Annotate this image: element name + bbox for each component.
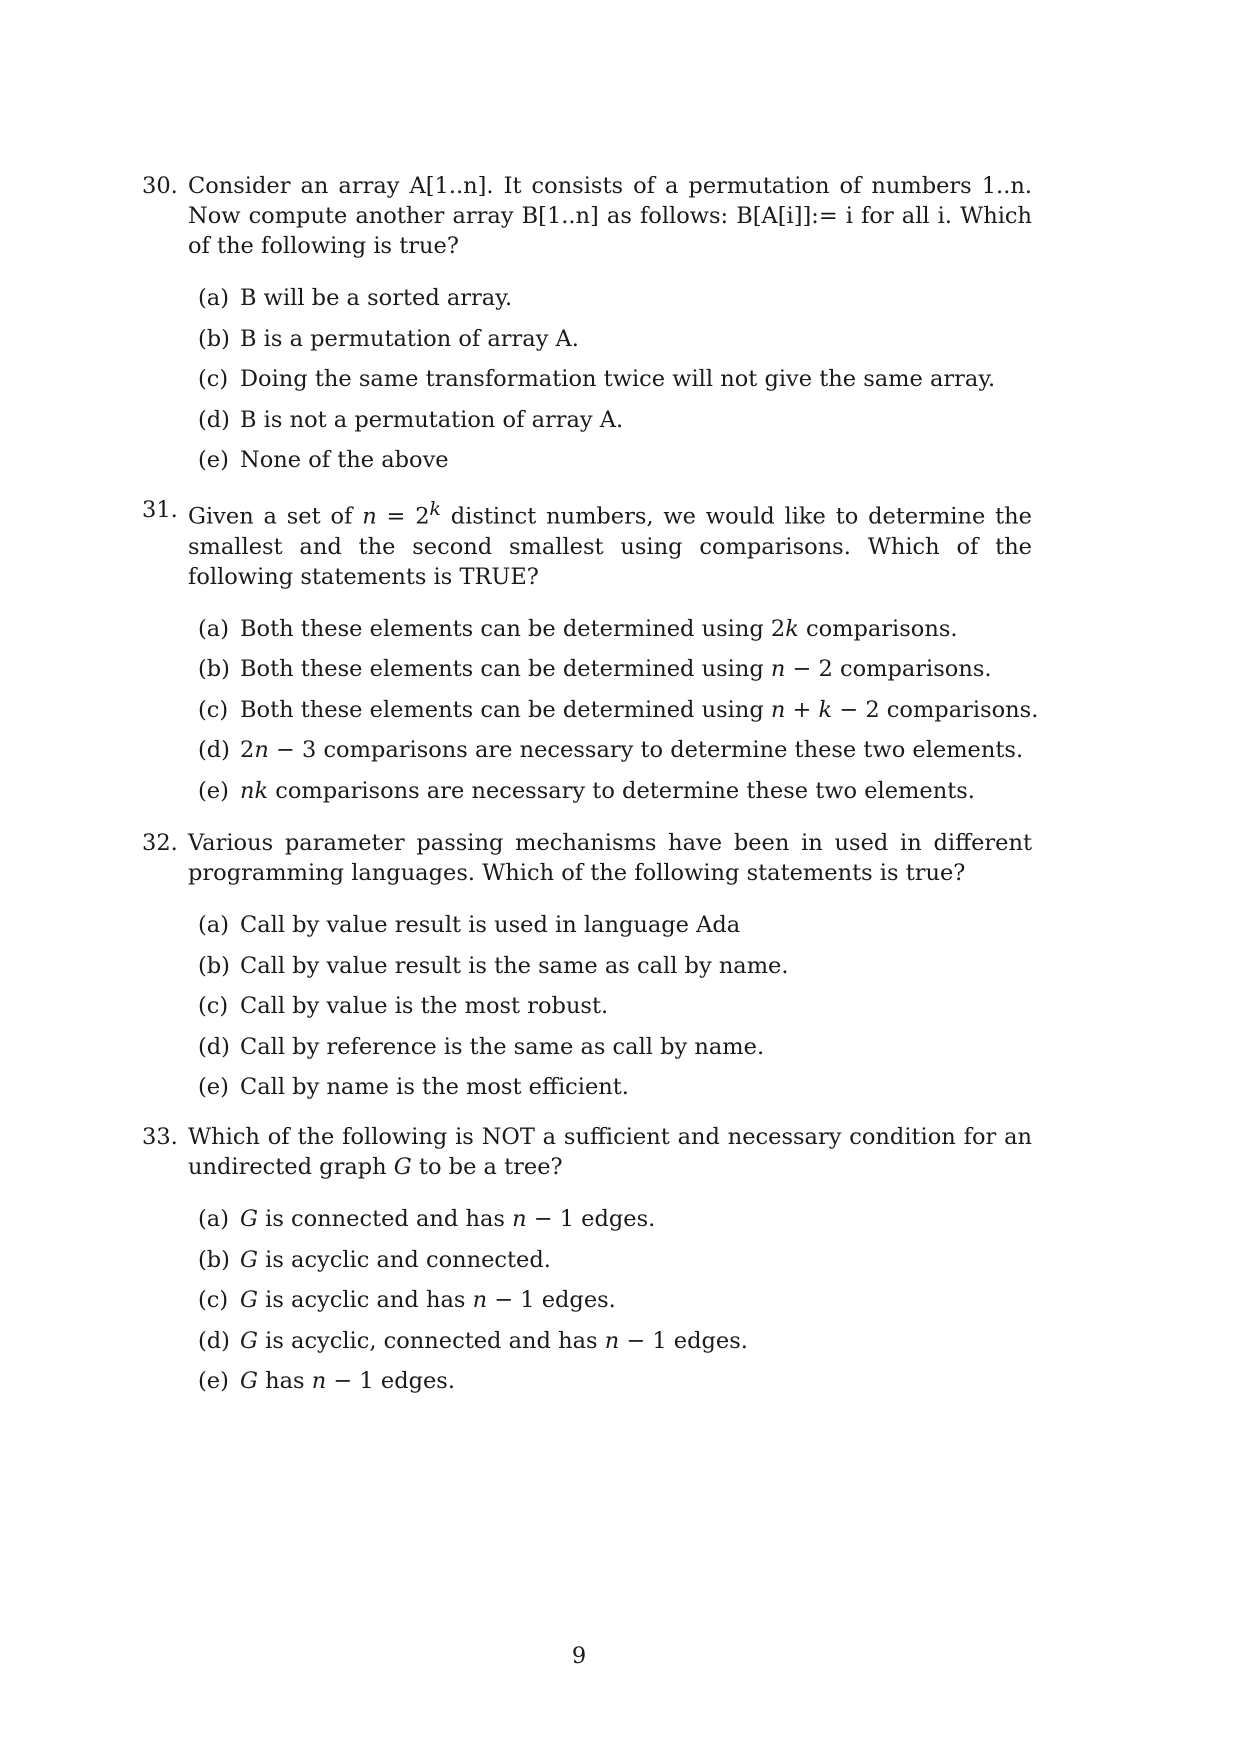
- question-number: 30.: [142, 173, 178, 199]
- option-e: [198, 445, 1032, 486]
- answer-options: [142, 910, 1032, 1113]
- question-33: [142, 1122, 1032, 1407]
- option-d: (d) 2n − 3 comparisons are necessary to determine these two elements.: [198, 737, 1024, 763]
- math-superscript: k: [429, 499, 441, 520]
- option-e: (e) G has n − 1 edges.: [198, 1368, 456, 1394]
- option-text: B is a permutation of array A.: [240, 325, 579, 352]
- option-text: None of the above: [240, 447, 449, 473]
- option-a: (a) Both these elements can be determined using 2k comparisons.: [198, 615, 958, 642]
- question-31: [142, 495, 1039, 816]
- question-text: Consider an array A[1..n]. It consists of a permutation of numbers 1..n. Now compute another array B[1..n] as follows: B[A[i]]:= i for all i. Which of the following is true?: [188, 173, 1032, 259]
- option-b: (b) G is acyclic and connected.: [198, 1246, 551, 1273]
- option-label: (b): [198, 952, 230, 979]
- question-number: 32.: [142, 830, 178, 856]
- math-variable: n: [362, 503, 377, 530]
- option-e: [198, 1072, 1032, 1113]
- option-b: [198, 324, 1032, 365]
- page-number: 9: [571, 1643, 587, 1669]
- math-variable: G: [393, 1154, 412, 1180]
- option-e: (e) nk comparisons are necessary to determine these two elements.: [198, 777, 975, 804]
- answer-options: [142, 1204, 1032, 1407]
- option-label: (b): [198, 325, 230, 352]
- option-b: [198, 951, 1032, 992]
- answer-options: [142, 614, 1039, 817]
- option-d: [198, 1032, 1032, 1073]
- question-30: [142, 171, 1032, 486]
- option-label: (d): [198, 1033, 230, 1060]
- option-label: (c): [198, 993, 229, 1019]
- option-label: (e): [198, 447, 229, 473]
- option-c: (c) G is acyclic and has n − 1 edges.: [198, 1287, 616, 1313]
- option-text: Call by value result is the same as call by name.: [240, 952, 789, 979]
- option-c: (c) Both these elements can be determined using n + k − 2 comparisons.: [198, 696, 1039, 723]
- question-stem: [142, 1122, 1032, 1182]
- option-text: B is not a permutation of array A.: [240, 406, 624, 433]
- option-text: B will be a sorted array.: [240, 285, 513, 311]
- question-number: 31.: [142, 497, 178, 523]
- question-text: Various parameter passing mechanisms have been in used in different programming languages. Which of the following statements is true?: [188, 830, 1032, 886]
- option-b: (b) Both these elements can be determined using n − 2 comparisons.: [198, 656, 992, 682]
- question-stem: [142, 828, 1032, 888]
- option-text: Call by name is the most efficient.: [240, 1074, 629, 1100]
- option-label: (c): [198, 366, 229, 392]
- question-32: [142, 828, 1032, 1113]
- option-c: [198, 364, 1032, 405]
- question-stem: [142, 495, 1032, 592]
- option-label: (d): [198, 1327, 230, 1354]
- option-label: (b): [198, 656, 230, 682]
- option-label: (e): [198, 1074, 229, 1100]
- question-text: Given a set of $n = 2^k$ distinct numbers, we would like to determine the smallest and the second smallest using comparisons. Which of the following statements is TRUE?: [188, 499, 1032, 590]
- question-stem: [142, 171, 1032, 261]
- option-label: (a): [198, 615, 229, 642]
- option-d: (d) G is acyclic, connected and has n − 1 edges.: [198, 1327, 748, 1354]
- question-text: Which of the following is NOT a sufficient and necessary condition for an undirected graph G to be a tree?: [188, 1124, 1032, 1180]
- option-a: [198, 910, 1032, 951]
- answer-options: [142, 283, 1032, 486]
- option-label: (b): [198, 1246, 230, 1273]
- option-a: (a) G is connected and has n − 1 edges.: [198, 1206, 656, 1232]
- option-label: (c): [198, 696, 229, 723]
- option-label: (d): [198, 406, 230, 433]
- option-c: [198, 991, 1032, 1032]
- option-d: [198, 405, 1032, 446]
- option-text: Call by value is the most robust.: [240, 993, 609, 1019]
- option-label: (d): [198, 737, 230, 763]
- option-label: (a): [198, 285, 229, 311]
- option-text: Call by reference is the same as call by name.: [240, 1033, 765, 1060]
- option-label: (e): [198, 1368, 229, 1394]
- option-label: (a): [198, 912, 229, 938]
- option-label: (c): [198, 1287, 229, 1313]
- question-number: 33.: [142, 1124, 178, 1150]
- option-text: Call by value result is used in language Ada: [240, 912, 741, 938]
- option-text: Doing the same transformation twice will not give the same array.: [240, 366, 996, 392]
- option-label: (a): [198, 1206, 229, 1232]
- option-a: [198, 283, 1032, 324]
- option-label: (e): [198, 777, 229, 804]
